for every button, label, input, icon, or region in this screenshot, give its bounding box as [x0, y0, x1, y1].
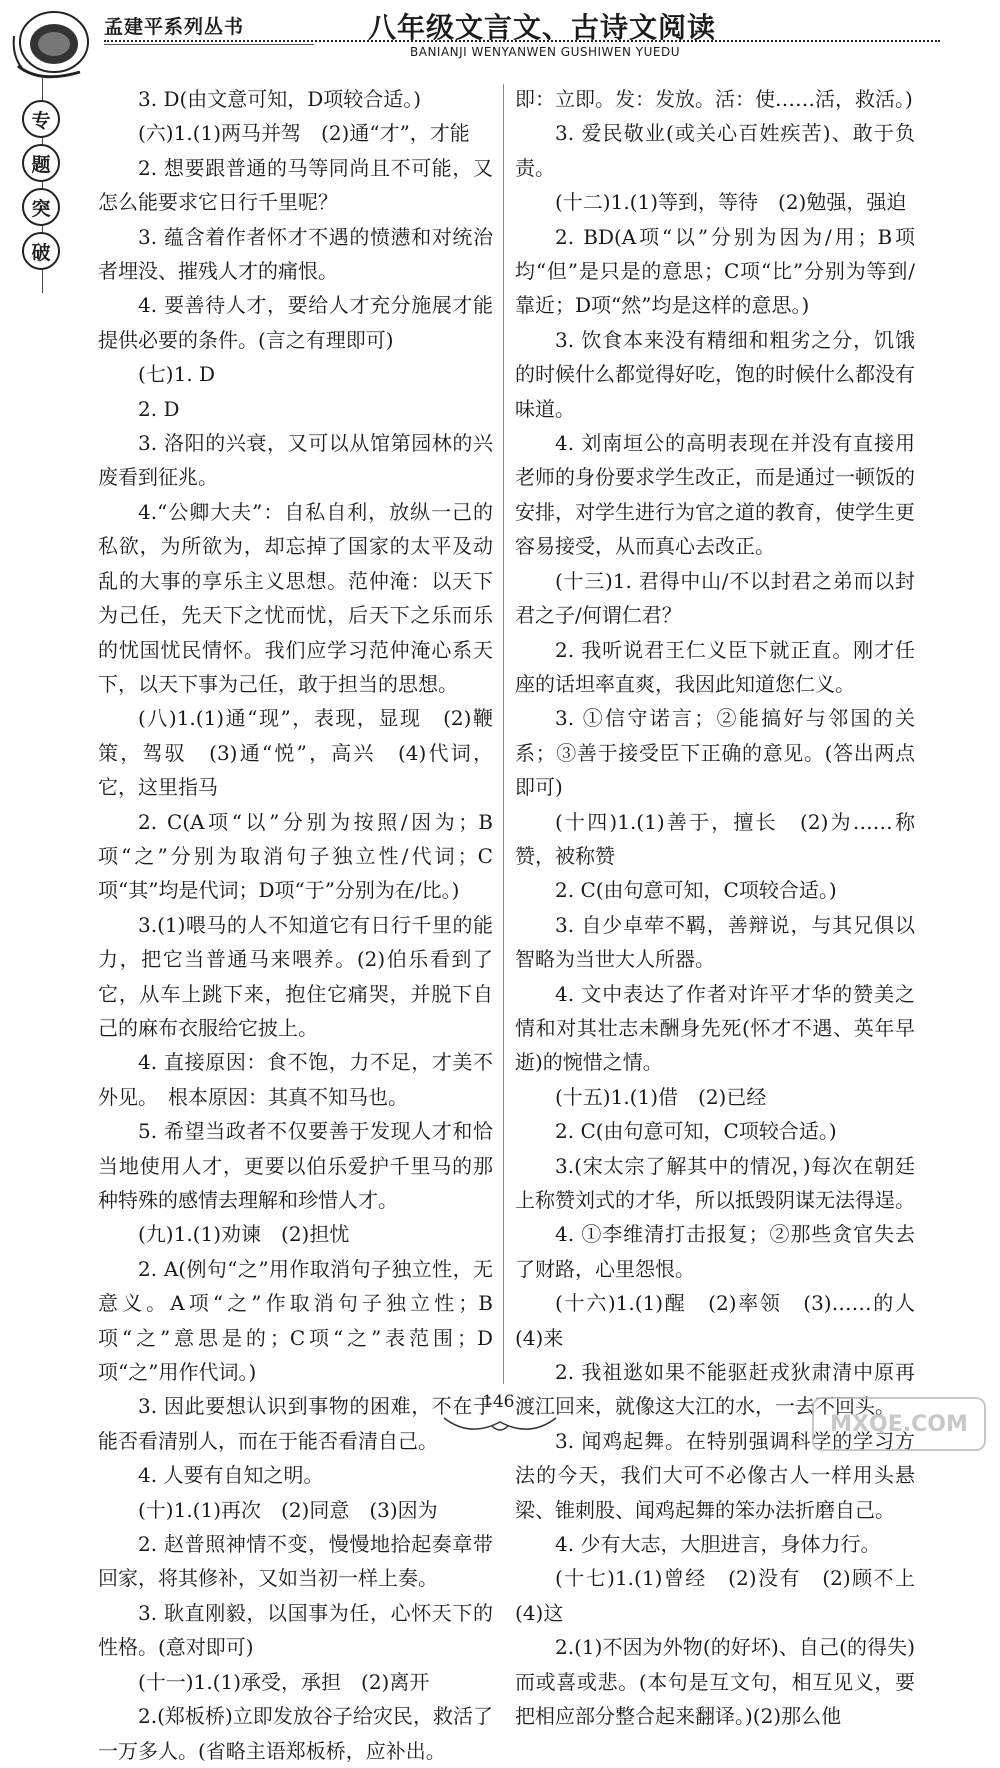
- answer-paragraph: 4. 刘南垣公的高明表现在并没有直接用老师的身份要求学生改正，而是通过一顿饭的安排，对学生进行为官之道的教育，使学生更容易接受，从而真心去改正。: [515, 431, 915, 559]
- header-solid-rule: [104, 44, 314, 45]
- answer-paragraph: 2. 想要跟普通的马等同尚且不可能，又怎么能要求它日行千里呢？: [98, 155, 493, 215]
- answer-paragraph: (八)1.(1)通“现”，表现，显现 (2)鞭策，驾驭 (3)通“悦”，高兴 (4)代词，它，这里指马: [98, 706, 493, 800]
- answer-paragraph: 3.(1)喂马的人不知道它有日行千里的能力，把它当普通马来喂养。(2)伯乐看到了它，从车上跳下来，抱住它痛哭，并脱下自己的麻布衣服给它披上。: [98, 912, 493, 1040]
- answer-paragraph: 2. C(由句意可知，C项较合适。): [555, 1119, 837, 1144]
- answer-paragraph: 3. ①信守诺言；②能搞好与邻国的关系；③善于接受臣下正确的意见。(答出两点即可): [515, 706, 915, 800]
- left-column: [98, 82, 493, 1768]
- answer-paragraph: 3. 耿直刚毅，以国事为任，心怀天下的性格。(意对即可): [98, 1600, 493, 1660]
- answer-paragraph: 4.“公卿大夫”：自私自利，放纵一己的私欲，为所欲为，却忘掉了国家的太平及动乱的大事的享乐主义思想。范仲淹：以天下为己任，先天下之忧而忧，后天下之乐而乐的忧国忧民情怀。我们应学习范仲淹心系天下，以天下事为己任，敢于担当的思想。: [98, 499, 493, 696]
- side-badges: [14, 100, 64, 276]
- column-divider: [503, 84, 504, 1384]
- header-dotted-rule: [104, 40, 940, 42]
- answer-paragraph: (十)1.(1)再次 (2)同意 (3)因为: [138, 1497, 438, 1522]
- answer-paragraph: 3. 闻鸡起舞。在特别强调科学的学习方法的今天，我们大可不必像古人一样用头悬梁、锥刺股、闻鸡起舞的笨办法折磨自己。: [515, 1428, 915, 1522]
- answer-paragraph: (十五)1.(1)借 (2)已经: [555, 1084, 767, 1109]
- footer-ornament-icon: [440, 1412, 560, 1440]
- side-badge: 专: [22, 100, 60, 138]
- answer-paragraph: 3. 饮食本来没有精细和粗劣之分，饥饿的时候什么都觉得好吃，饱的时候什么都没有味道。: [515, 327, 915, 421]
- answer-paragraph: 2.(1)不因为外物(的好坏)、自己(的得失)而或喜或悲。(本句是互文句，相互见义，要把相应部分整合起来翻译。)(2)那么他: [515, 1635, 915, 1729]
- answer-paragraph: 4. 少有大志，大胆进言，身体力行。: [555, 1532, 881, 1557]
- answer-paragraph: 2.(郑板桥)立即发放谷子给灾民，救活了一万多人。(省略主语郑板桥，应补出。: [98, 1704, 493, 1763]
- answer-paragraph: 4. ①李维清打击报复；②那些贪官失去了财路，心里怨恨。: [515, 1222, 915, 1281]
- book-title-pinyin: BANIANJI WENYANWEN GUSHIWEN YUEDU: [410, 45, 680, 59]
- answer-paragraph: (十一)1.(1)承受，承担 (2)离开: [138, 1669, 430, 1694]
- answer-paragraph: (六)1.(1)两马并驾 (2)通“才”，才能: [138, 121, 470, 146]
- answer-paragraph: 5. 希望当政者不仅要善于发现人才和恰当地使用人才，更要以伯乐爱护千里马的那种特殊的感情去理解和珍惜人才。: [98, 1119, 493, 1212]
- answer-paragraph: 2. C(由句意可知，C项较合适。): [555, 878, 837, 903]
- answer-paragraph: 2. A(例句“之”用作取消句子独立性，无意义。A项“之”作取消句子独立性；B项“之”意思是的；C项“之”表范围；D项“之”用作代词。): [98, 1256, 493, 1385]
- answer-paragraph: 4. 文中表达了作者对许平才华的赞美之情和对其壮志未酬身先死(怀才不遇、英年早逝)的惋惜之情。: [515, 981, 915, 1075]
- answer-paragraph: (七)1. D: [138, 362, 216, 387]
- answer-paragraph: (十七)1.(1)曾经 (2)没有 (2)顾不上 (4)这: [515, 1566, 935, 1625]
- answer-paragraph: (十三)1. 君得中山/不以封君之弟而以封君之子/何谓仁君？: [515, 568, 915, 628]
- answer-paragraph: (十六)1.(1)醒 (2)率领 (3)……的人 (4)来: [515, 1291, 935, 1350]
- answer-paragraph: 3. 因此要想认识到事物的困难，不在于能否看清别人，而在于能否看清自己。: [98, 1394, 493, 1453]
- answer-paragraph: 3. 爱民敬业(或关心百姓疾苦)、敢于负责。: [515, 121, 915, 180]
- right-column: [515, 82, 935, 1734]
- answer-paragraph: 2. 赵普照神情不变，慢慢地拾起奏章带回家，将其修补，又如当初一样上奏。: [98, 1532, 493, 1591]
- answer-paragraph: (十四)1.(1)善于，擅长 (2)为……称赞，被称赞: [515, 809, 915, 868]
- series-name: 孟建平系列丛书: [104, 16, 245, 38]
- side-badge: 突: [22, 188, 60, 226]
- answer-paragraph: 4. 要善待人才，要给人才充分施展才能提供必要的条件。(言之有理即可): [98, 293, 493, 352]
- answer-paragraph: (十二)1.(1)等到，等待 (2)勉强，强迫: [555, 190, 907, 215]
- answer-paragraph: 2. C(A项“以”分别为按照/因为；B项“之”分别为取消句子独立性/代词；C项“其”均是代词；D项“于”分别为在/比。): [98, 809, 493, 903]
- answer-paragraph: 3. 蕴含着作者怀才不遇的愤懑和对统治者埋没、摧残人才的痛恨。: [98, 224, 493, 284]
- answer-paragraph: 2. D: [138, 396, 180, 421]
- side-badge: 题: [22, 144, 60, 182]
- answer-paragraph: 即：立即。发：发放。活：使……活，救活。): [515, 87, 913, 111]
- answer-paragraph: 2. BD(A项“以”分别为因为/用；B项均“但”是只是的意思；C项“比”分别为等到/靠近；D项“然”均是这样的意思。): [515, 224, 915, 318]
- answer-paragraph: 3. 洛阳的兴衰，又可以从馆第园林的兴废看到征兆。: [98, 431, 493, 490]
- side-badge: 破: [22, 232, 60, 270]
- answer-paragraph: 3. 自少卓荦不羁，善辩说，与其兄俱以智略为当世大人所器。: [515, 912, 915, 972]
- page-number: 146: [482, 1392, 515, 1412]
- answer-paragraph: (九)1.(1)劝谏 (2)担忧: [138, 1222, 350, 1247]
- book-title: 八年级文言文、古诗文阅读: [368, 11, 717, 44]
- answer-paragraph: 4. 直接原因：食不饱，力不足，才美不外见。 根本原因：其真不知马也。: [98, 1050, 493, 1109]
- watermark: MXQE.COM: [812, 1397, 986, 1451]
- answer-paragraph: 2. 我听说君王仁义臣下就正直。刚才任座的话坦率直爽，我因此知道您仁义。: [515, 637, 915, 696]
- answer-paragraph: 2. 我祖逖如果不能驱赶戎狄肃清中原再渡江回来，就像这大江的水，一去不回头。: [515, 1360, 915, 1419]
- answer-paragraph: 3. D(由文意可知，D项较合适。): [138, 87, 422, 111]
- answer-paragraph: 4. 人要有自知之明。: [138, 1463, 324, 1488]
- publisher-logo: [10, 6, 92, 80]
- answer-paragraph: 3.(宋太宗了解其中的情况，)每次在朝廷上称赞刘式的才华，所以抵毁阴谋无法得逞。: [515, 1153, 915, 1212]
